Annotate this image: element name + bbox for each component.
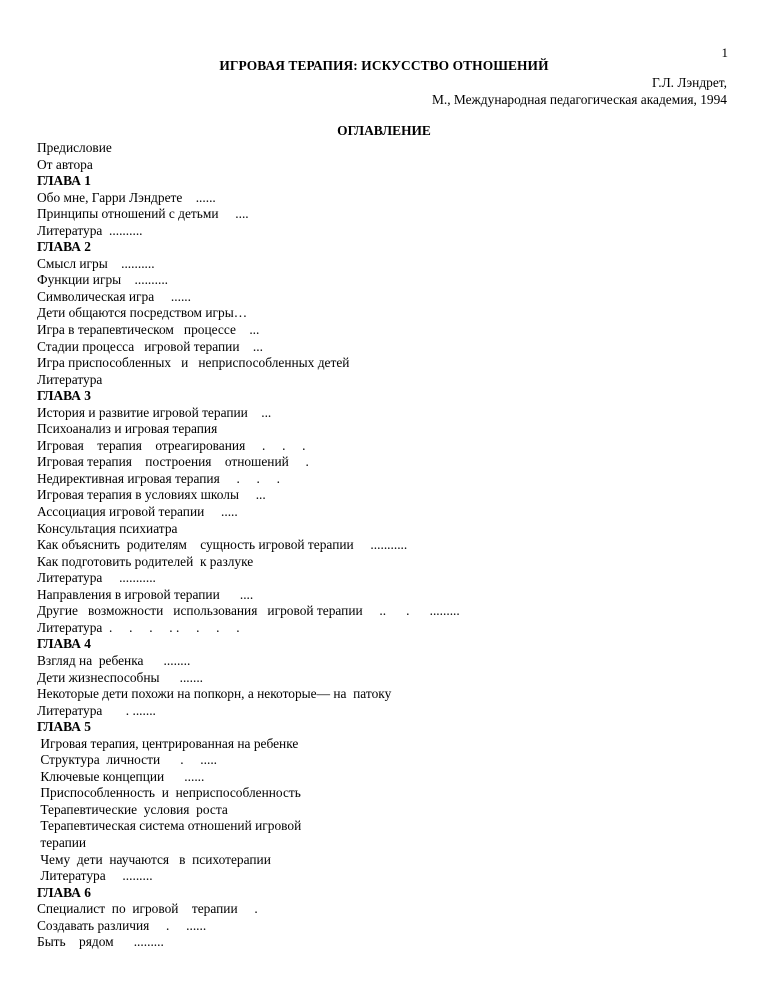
toc-entry: Литература . ....... <box>37 702 156 718</box>
toc-entry: Дети жизнеспособны ....... <box>37 669 204 685</box>
toc-entry: Игровая терапия построения отношений . <box>37 454 309 470</box>
toc-entry: От автора <box>37 156 93 172</box>
toc-entry: Консультация психиатра <box>37 520 178 536</box>
toc-chapter-heading: ГЛАВА 4 <box>37 636 91 652</box>
toc-entry: Литература ......... <box>37 868 153 884</box>
toc-entry: Терапевтическая система отношений игровой <box>37 818 302 834</box>
publisher-line: М., Международная педагогическая академия, 1994 <box>431 92 727 107</box>
toc-chapter-heading: ГЛАВА 1 <box>37 173 91 189</box>
toc-entry: Принципы отношений с детьми .... <box>37 206 249 222</box>
toc-entry: Предисловие <box>37 140 112 155</box>
toc-entry: Игровая терапия отреагирования . . . <box>37 437 306 453</box>
toc-entry: Игровая терапия, центрированная на ребенке <box>37 735 299 751</box>
toc-entry: Недирективная игровая терапия . . . <box>37 470 280 486</box>
toc-entry: Как объяснить родителям сущность игровой терапии ........... <box>37 537 408 553</box>
toc-entry: Некоторые дети похожи на попкорн, а некоторые— на патоку <box>37 686 392 702</box>
toc-chapter-heading: ГЛАВА 3 <box>37 388 91 404</box>
toc-entry: терапии <box>37 834 87 850</box>
toc-entry: Стадии процесса игровой терапии ... <box>37 338 263 354</box>
toc-entry: Литература <box>37 371 103 387</box>
toc-chapter-heading: ГЛАВА 2 <box>37 239 91 255</box>
toc-entry: Литература .......... <box>37 222 143 238</box>
page-number: 1 <box>721 45 728 60</box>
author-line: Г.Л. Лэндрет, <box>652 75 727 90</box>
toc-entry: Игровая терапия в условиях школы ... <box>37 487 266 503</box>
toc-entry: Ключевые концепции ...... <box>37 768 205 784</box>
toc-heading: ОГЛАВЛЕНИЕ <box>337 123 431 138</box>
toc-entry: Структура личности . ..... <box>37 752 218 768</box>
toc-entry: Специалист по игровой терапии . <box>37 901 258 917</box>
toc-entry: Создавать различия . ...... <box>37 917 207 933</box>
toc-entry: Быть рядом ......... <box>37 934 164 950</box>
toc-entry: Другие возможности использования игровой терапии .. . ......... <box>37 603 460 619</box>
toc-entry: Направления в игровой терапии .... <box>37 586 254 602</box>
toc-entry: Ассоциация игровой терапии ..... <box>37 504 238 520</box>
toc-entry: Терапевтические условия роста <box>37 801 228 817</box>
toc-entry: Взгляд на ребенка ........ <box>37 652 191 668</box>
table-of-contents <box>37 140 737 951</box>
toc-entry: Дети общаются посредством игры… <box>37 305 248 321</box>
toc-entry: Символическая игра ...... <box>37 288 191 304</box>
toc-chapter-heading: ГЛАВА 5 <box>37 719 91 735</box>
toc-entry: Игра в терапевтическом процессе ... <box>37 322 260 338</box>
toc-entry: Литература ........... <box>37 570 156 586</box>
toc-entry: История и развитие игровой терапии ... <box>37 404 272 420</box>
toc-entry: Психоанализ и игровая терапия <box>37 421 218 437</box>
toc-entry: Функции игры .......... <box>37 272 169 288</box>
toc-entry: Как подготовить родителей к разлуке <box>37 553 254 569</box>
toc-entry: Приспособленность и неприспособленность <box>37 785 301 801</box>
document-title: ИГРОВАЯ ТЕРАПИЯ: ИСКУССТВО ОТНОШЕНИЙ <box>219 58 549 73</box>
toc-entry: Игра приспособленных и неприспособленных детей <box>37 355 350 371</box>
toc-entry: Литература . . . . . . . . <box>37 619 240 635</box>
toc-entry: Обо мне, Гарри Лэндрете ...... <box>37 189 216 205</box>
toc-entry: Смысл игры .......... <box>37 255 155 271</box>
toc-chapter-heading: ГЛАВА 6 <box>37 884 91 900</box>
toc-entry: Чему дети научаются в психотерапии <box>37 851 271 867</box>
